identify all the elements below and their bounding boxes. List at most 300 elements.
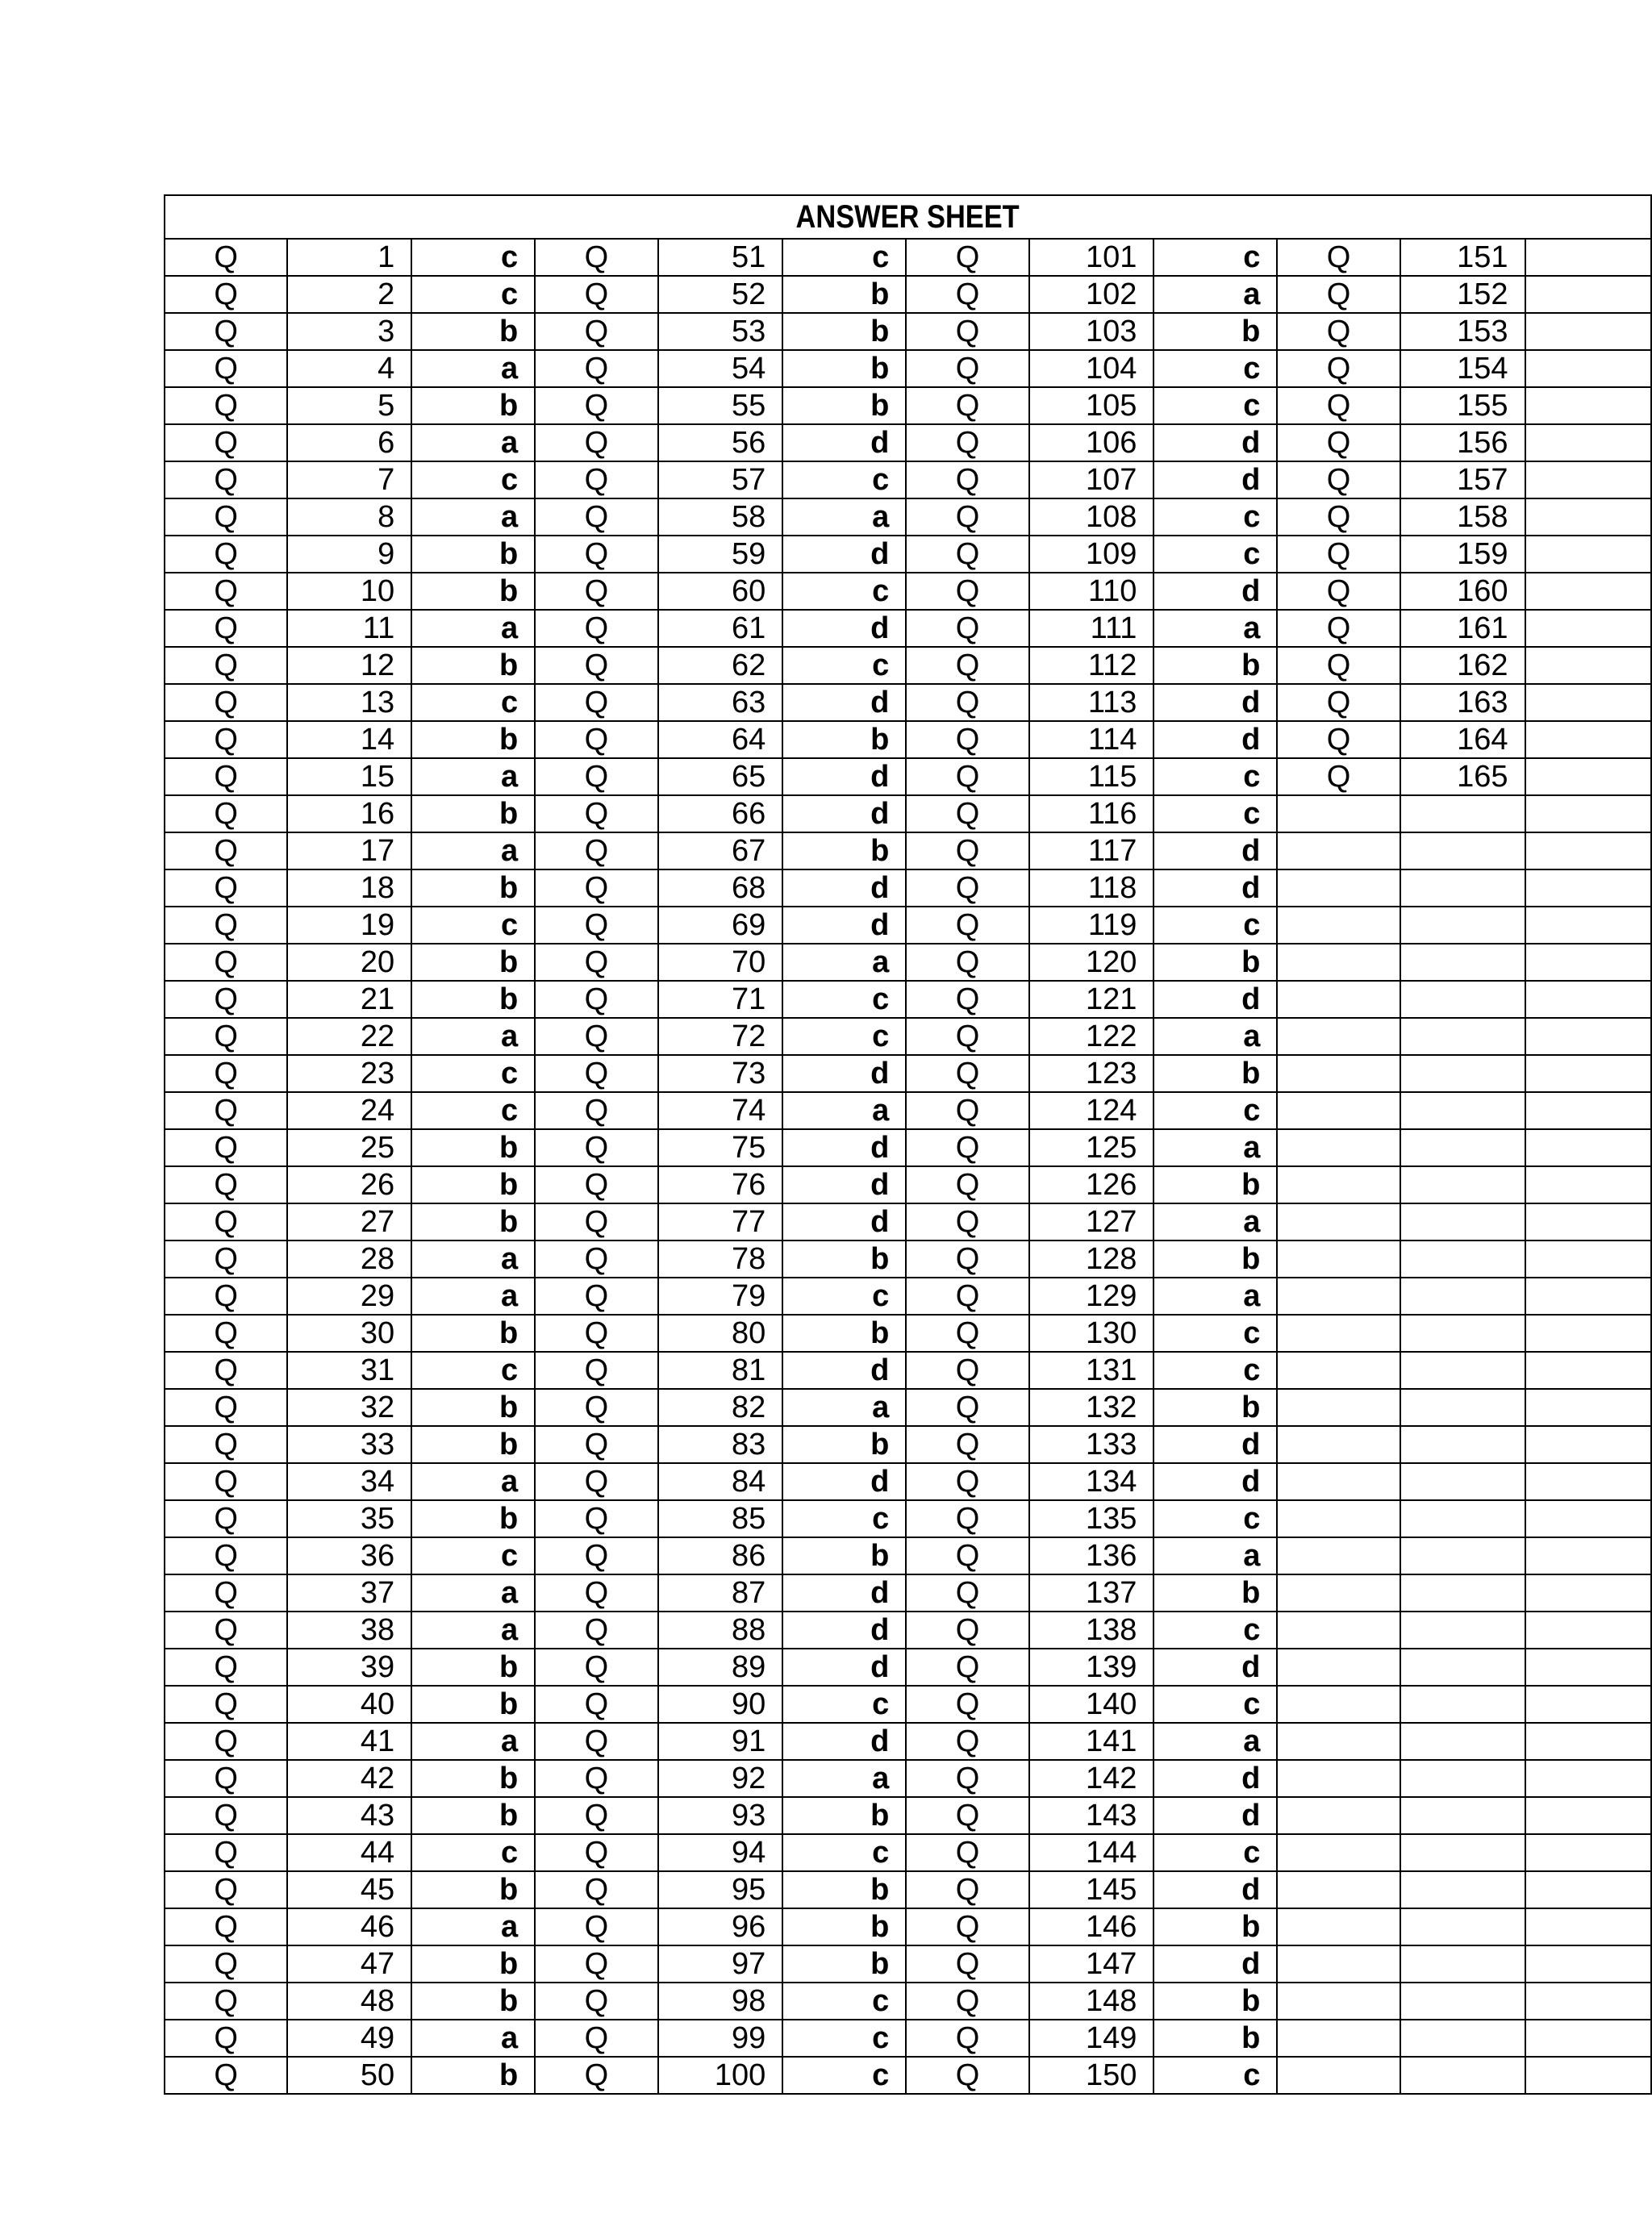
answer-row	[165, 424, 1651, 461]
question-number: 24	[287, 1092, 411, 1129]
answer-letter: b	[1153, 1574, 1277, 1612]
answer-letter: b	[411, 721, 535, 758]
answer-letter	[1525, 536, 1651, 573]
question-label: Q	[1277, 684, 1400, 721]
question-number: 77	[658, 1203, 783, 1241]
question-number: 151	[1400, 239, 1525, 276]
question-label: Q	[906, 276, 1028, 313]
answer-letter: c	[782, 981, 906, 1018]
answer-letter: a	[1153, 1129, 1277, 1166]
answer-letter: d	[782, 610, 906, 647]
answer-letter	[1525, 1092, 1651, 1129]
question-label	[1277, 2020, 1400, 2057]
question-label: Q	[535, 1760, 657, 1797]
question-number: 125	[1029, 1129, 1154, 1166]
question-number: 43	[287, 1797, 411, 1834]
question-label: Q	[165, 1166, 287, 1203]
answer-letter	[1525, 907, 1651, 944]
answer-row	[165, 832, 1651, 869]
answer-letter	[1525, 869, 1651, 907]
question-label: Q	[906, 2020, 1028, 2057]
question-label	[1277, 1574, 1400, 1612]
question-label: Q	[535, 276, 657, 313]
question-number: 97	[658, 1945, 783, 1983]
answer-letter	[1525, 981, 1651, 1018]
answer-letter: d	[782, 1612, 906, 1649]
question-number: 80	[658, 1315, 783, 1352]
answer-row	[165, 1945, 1651, 1983]
answer-letter: d	[782, 1166, 906, 1203]
question-number: 138	[1029, 1612, 1154, 1649]
answer-letter: b	[782, 276, 906, 313]
question-label: Q	[165, 2020, 287, 2057]
question-number: 87	[658, 1574, 783, 1612]
question-label: Q	[535, 1574, 657, 1612]
question-number: 147	[1029, 1945, 1154, 1983]
question-number: 116	[1029, 795, 1154, 832]
question-label	[1277, 1983, 1400, 2020]
question-label	[1277, 1315, 1400, 1352]
answer-row	[165, 1983, 1651, 2020]
answer-letter	[1525, 276, 1651, 313]
answer-letter	[1525, 2057, 1651, 2094]
question-number: 55	[658, 387, 783, 424]
answer-letter: a	[411, 1723, 535, 1760]
question-number: 10	[287, 573, 411, 610]
answer-letter: b	[411, 1649, 535, 1686]
question-number: 94	[658, 1834, 783, 1871]
question-label: Q	[906, 907, 1028, 944]
answer-letter	[1525, 1203, 1651, 1241]
question-number: 130	[1029, 1315, 1154, 1352]
answer-letter: d	[1153, 461, 1277, 498]
answer-letter: c	[1153, 239, 1277, 276]
question-number: 102	[1029, 276, 1154, 313]
answer-letter: b	[782, 1537, 906, 1574]
answer-letter: d	[782, 795, 906, 832]
question-number	[1400, 1723, 1525, 1760]
question-number: 106	[1029, 424, 1154, 461]
answer-row	[165, 944, 1651, 981]
question-number	[1400, 1203, 1525, 1241]
answer-letter: a	[782, 1389, 906, 1426]
question-label: Q	[165, 647, 287, 684]
question-label: Q	[906, 1723, 1028, 1760]
answer-letter: d	[782, 1129, 906, 1166]
question-label: Q	[165, 944, 287, 981]
answer-letter: c	[1153, 1500, 1277, 1537]
answer-letter: c	[1153, 1834, 1277, 1871]
question-number: 149	[1029, 2020, 1154, 2057]
answer-row	[165, 313, 1651, 350]
question-number: 31	[287, 1352, 411, 1389]
answer-letter	[1525, 610, 1651, 647]
question-label: Q	[165, 1055, 287, 1092]
answer-row	[165, 1908, 1651, 1945]
question-label	[1277, 1537, 1400, 1574]
answer-letter: b	[1153, 1166, 1277, 1203]
question-number: 47	[287, 1945, 411, 1983]
answer-letter: b	[411, 1500, 535, 1537]
question-label	[1277, 1908, 1400, 1945]
answer-letter: b	[411, 1426, 535, 1463]
answer-letter: d	[782, 1723, 906, 1760]
answer-row	[165, 2020, 1651, 2057]
question-number	[1400, 1463, 1525, 1500]
answer-letter: b	[782, 832, 906, 869]
question-number: 100	[658, 2057, 783, 2094]
answer-letter	[1525, 1241, 1651, 1278]
question-number: 85	[658, 1500, 783, 1537]
answer-letter: b	[782, 1871, 906, 1908]
answer-letter: b	[411, 1389, 535, 1426]
question-number: 34	[287, 1463, 411, 1500]
question-label: Q	[906, 832, 1028, 869]
question-label	[1277, 1612, 1400, 1649]
answer-letter: c	[782, 239, 906, 276]
question-label: Q	[535, 1686, 657, 1723]
answer-letter	[1525, 1315, 1651, 1352]
question-number: 108	[1029, 498, 1154, 536]
question-number: 112	[1029, 647, 1154, 684]
question-label: Q	[906, 1612, 1028, 1649]
question-number	[1400, 1574, 1525, 1612]
question-label: Q	[535, 1537, 657, 1574]
answer-row	[165, 350, 1651, 387]
question-number	[1400, 1055, 1525, 1092]
answer-row	[165, 1278, 1651, 1315]
question-number: 26	[287, 1166, 411, 1203]
question-label	[1277, 1500, 1400, 1537]
question-number	[1400, 1241, 1525, 1278]
question-number: 152	[1400, 276, 1525, 313]
answer-letter: c	[782, 647, 906, 684]
answer-letter: c	[411, 1055, 535, 1092]
question-label: Q	[165, 1723, 287, 1760]
answer-letter	[1525, 1908, 1651, 1945]
answer-letter: a	[782, 498, 906, 536]
answer-letter: c	[411, 239, 535, 276]
question-number: 164	[1400, 721, 1525, 758]
question-label: Q	[1277, 424, 1400, 461]
question-number: 76	[658, 1166, 783, 1203]
answer-letter	[1525, 795, 1651, 832]
answer-letter: c	[411, 1537, 535, 1574]
question-label: Q	[535, 1241, 657, 1278]
question-label: Q	[1277, 387, 1400, 424]
question-label: Q	[535, 424, 657, 461]
question-number: 148	[1029, 1983, 1154, 2020]
question-number: 36	[287, 1537, 411, 1574]
question-number: 57	[658, 461, 783, 498]
question-number: 153	[1400, 313, 1525, 350]
answer-row	[165, 1129, 1651, 1166]
question-number: 41	[287, 1723, 411, 1760]
answer-letter	[1525, 1389, 1651, 1426]
question-label: Q	[906, 1871, 1028, 1908]
question-number: 165	[1400, 758, 1525, 795]
question-number: 53	[658, 313, 783, 350]
question-label: Q	[165, 1203, 287, 1241]
answer-letter: c	[782, 573, 906, 610]
answer-row	[165, 795, 1651, 832]
answer-row	[165, 1018, 1651, 1055]
question-number: 135	[1029, 1500, 1154, 1537]
question-label: Q	[165, 1537, 287, 1574]
question-label: Q	[165, 1426, 287, 1463]
question-number	[1400, 795, 1525, 832]
question-number: 38	[287, 1612, 411, 1649]
answer-letter: a	[411, 1018, 535, 1055]
question-label: Q	[906, 1352, 1028, 1389]
question-number: 75	[658, 1129, 783, 1166]
answer-row	[165, 1092, 1651, 1129]
question-label	[1277, 981, 1400, 1018]
question-number	[1400, 1649, 1525, 1686]
answer-letter	[1525, 1797, 1651, 1834]
question-label: Q	[906, 1649, 1028, 1686]
question-label	[1277, 869, 1400, 907]
question-number: 68	[658, 869, 783, 907]
question-number: 114	[1029, 721, 1154, 758]
question-number	[1400, 1500, 1525, 1537]
answer-letter: c	[1153, 795, 1277, 832]
answer-row	[165, 573, 1651, 610]
question-number: 18	[287, 869, 411, 907]
answer-letter: c	[411, 684, 535, 721]
question-number: 21	[287, 981, 411, 1018]
question-label	[1277, 1723, 1400, 1760]
question-label: Q	[165, 573, 287, 610]
question-label: Q	[1277, 350, 1400, 387]
question-label: Q	[165, 276, 287, 313]
question-label: Q	[535, 721, 657, 758]
answer-row	[165, 2057, 1651, 2094]
question-number: 20	[287, 944, 411, 981]
question-label: Q	[535, 944, 657, 981]
question-number: 15	[287, 758, 411, 795]
question-number	[1400, 1315, 1525, 1352]
answer-letter: a	[411, 610, 535, 647]
question-number: 121	[1029, 981, 1154, 1018]
question-label: Q	[906, 1129, 1028, 1166]
answer-letter: a	[782, 1760, 906, 1797]
question-label: Q	[906, 1908, 1028, 1945]
question-number: 144	[1029, 1834, 1154, 1871]
answer-letter: a	[782, 1092, 906, 1129]
question-label: Q	[165, 1092, 287, 1129]
question-number: 115	[1029, 758, 1154, 795]
question-label: Q	[906, 795, 1028, 832]
question-number: 44	[287, 1834, 411, 1871]
answer-row	[165, 1315, 1651, 1352]
answer-row	[165, 1426, 1651, 1463]
answer-letter: b	[411, 387, 535, 424]
question-number: 69	[658, 907, 783, 944]
answer-letter: b	[411, 1797, 535, 1834]
question-number: 145	[1029, 1871, 1154, 1908]
question-label: Q	[165, 1945, 287, 1983]
question-number: 103	[1029, 313, 1154, 350]
answer-letter	[1525, 758, 1651, 795]
answer-letter: b	[411, 869, 535, 907]
answer-letter: b	[1153, 647, 1277, 684]
question-label: Q	[165, 387, 287, 424]
question-number: 158	[1400, 498, 1525, 536]
answer-row	[165, 907, 1651, 944]
question-label: Q	[535, 1018, 657, 1055]
answer-letter	[1525, 498, 1651, 536]
question-label: Q	[1277, 758, 1400, 795]
answer-letter: b	[411, 1315, 535, 1352]
question-number: 137	[1029, 1574, 1154, 1612]
question-number: 60	[658, 573, 783, 610]
question-number	[1400, 1352, 1525, 1389]
question-label: Q	[535, 2020, 657, 2057]
question-number: 110	[1029, 573, 1154, 610]
question-label: Q	[165, 684, 287, 721]
question-number: 99	[658, 2020, 783, 2057]
question-label: Q	[165, 758, 287, 795]
question-label	[1277, 1760, 1400, 1797]
question-label: Q	[906, 1983, 1028, 2020]
question-label: Q	[165, 1908, 287, 1945]
question-number: 127	[1029, 1203, 1154, 1241]
question-label: Q	[535, 1092, 657, 1129]
question-label: Q	[906, 1278, 1028, 1315]
question-label: Q	[906, 758, 1028, 795]
question-label: Q	[535, 1797, 657, 1834]
answer-row	[165, 1537, 1651, 1574]
answer-letter: c	[411, 1092, 535, 1129]
question-label	[1277, 1092, 1400, 1129]
answer-letter	[1525, 2020, 1651, 2057]
answer-letter: b	[411, 944, 535, 981]
answer-row	[165, 1055, 1651, 1092]
question-label: Q	[165, 1352, 287, 1389]
question-number: 88	[658, 1612, 783, 1649]
question-label: Q	[906, 387, 1028, 424]
answer-sheet-table	[164, 194, 1652, 2095]
question-number: 64	[658, 721, 783, 758]
answer-letter	[1525, 1983, 1651, 2020]
question-number	[1400, 2020, 1525, 2057]
question-number	[1400, 1426, 1525, 1463]
question-label: Q	[165, 1500, 287, 1537]
answer-letter: d	[782, 684, 906, 721]
answer-letter: d	[782, 1463, 906, 1500]
question-number: 132	[1029, 1389, 1154, 1426]
answer-letter: b	[411, 1760, 535, 1797]
answer-letter	[1525, 1463, 1651, 1500]
answer-letter: b	[411, 313, 535, 350]
question-number: 28	[287, 1241, 411, 1278]
answer-letter: c	[1153, 1612, 1277, 1649]
question-label: Q	[535, 1352, 657, 1389]
answer-letter: a	[1153, 610, 1277, 647]
answer-letter	[1525, 573, 1651, 610]
question-number: 54	[658, 350, 783, 387]
answer-letter: b	[1153, 1983, 1277, 2020]
question-label: Q	[906, 1945, 1028, 1983]
question-label: Q	[906, 1241, 1028, 1278]
question-label	[1277, 1352, 1400, 1389]
question-number: 163	[1400, 684, 1525, 721]
question-number: 30	[287, 1315, 411, 1352]
answer-letter: a	[1153, 1203, 1277, 1241]
answer-letter	[1525, 350, 1651, 387]
answer-letter: b	[782, 1797, 906, 1834]
answer-row	[165, 1871, 1651, 1908]
answer-row	[165, 869, 1651, 907]
question-number	[1400, 1278, 1525, 1315]
question-label: Q	[535, 1983, 657, 2020]
question-label	[1277, 1055, 1400, 1092]
question-label	[1277, 1463, 1400, 1500]
answer-row	[165, 684, 1651, 721]
answer-letter	[1525, 1723, 1651, 1760]
question-number: 7	[287, 461, 411, 498]
answer-letter: b	[411, 1871, 535, 1908]
question-label: Q	[535, 758, 657, 795]
answer-letter: a	[411, 758, 535, 795]
answer-letter: c	[1153, 498, 1277, 536]
question-number: 71	[658, 981, 783, 1018]
question-label: Q	[165, 1760, 287, 1797]
question-label: Q	[906, 424, 1028, 461]
answer-letter	[1525, 647, 1651, 684]
answer-letter: b	[411, 2057, 535, 2094]
question-number: 150	[1029, 2057, 1154, 2094]
answer-row	[165, 721, 1651, 758]
answer-letter: a	[1153, 1537, 1277, 1574]
answer-letter	[1525, 313, 1651, 350]
question-number: 89	[658, 1649, 783, 1686]
question-label: Q	[165, 1389, 287, 1426]
answer-letter	[1525, 424, 1651, 461]
question-label: Q	[1277, 239, 1400, 276]
question-label: Q	[535, 1166, 657, 1203]
question-number: 128	[1029, 1241, 1154, 1278]
answer-letter: c	[782, 461, 906, 498]
answer-letter	[1525, 1352, 1651, 1389]
answer-letter	[1525, 1537, 1651, 1574]
question-label: Q	[535, 387, 657, 424]
answer-row	[165, 610, 1651, 647]
question-number: 51	[658, 239, 783, 276]
question-label	[1277, 1649, 1400, 1686]
question-label: Q	[906, 1055, 1028, 1092]
answer-letter: c	[411, 461, 535, 498]
answer-row	[165, 981, 1651, 1018]
question-number: 141	[1029, 1723, 1154, 1760]
answer-letter: c	[782, 1686, 906, 1723]
question-number	[1400, 2057, 1525, 2094]
question-label: Q	[165, 1241, 287, 1278]
answer-row	[165, 1686, 1651, 1723]
question-label: Q	[535, 907, 657, 944]
question-label: Q	[535, 1055, 657, 1092]
question-number: 101	[1029, 239, 1154, 276]
answer-letter	[1525, 239, 1651, 276]
question-number: 19	[287, 907, 411, 944]
question-number	[1400, 1834, 1525, 1871]
question-number	[1400, 1871, 1525, 1908]
question-number: 92	[658, 1760, 783, 1797]
answer-letter: d	[1153, 573, 1277, 610]
question-label: Q	[1277, 721, 1400, 758]
title-row	[165, 195, 1651, 239]
